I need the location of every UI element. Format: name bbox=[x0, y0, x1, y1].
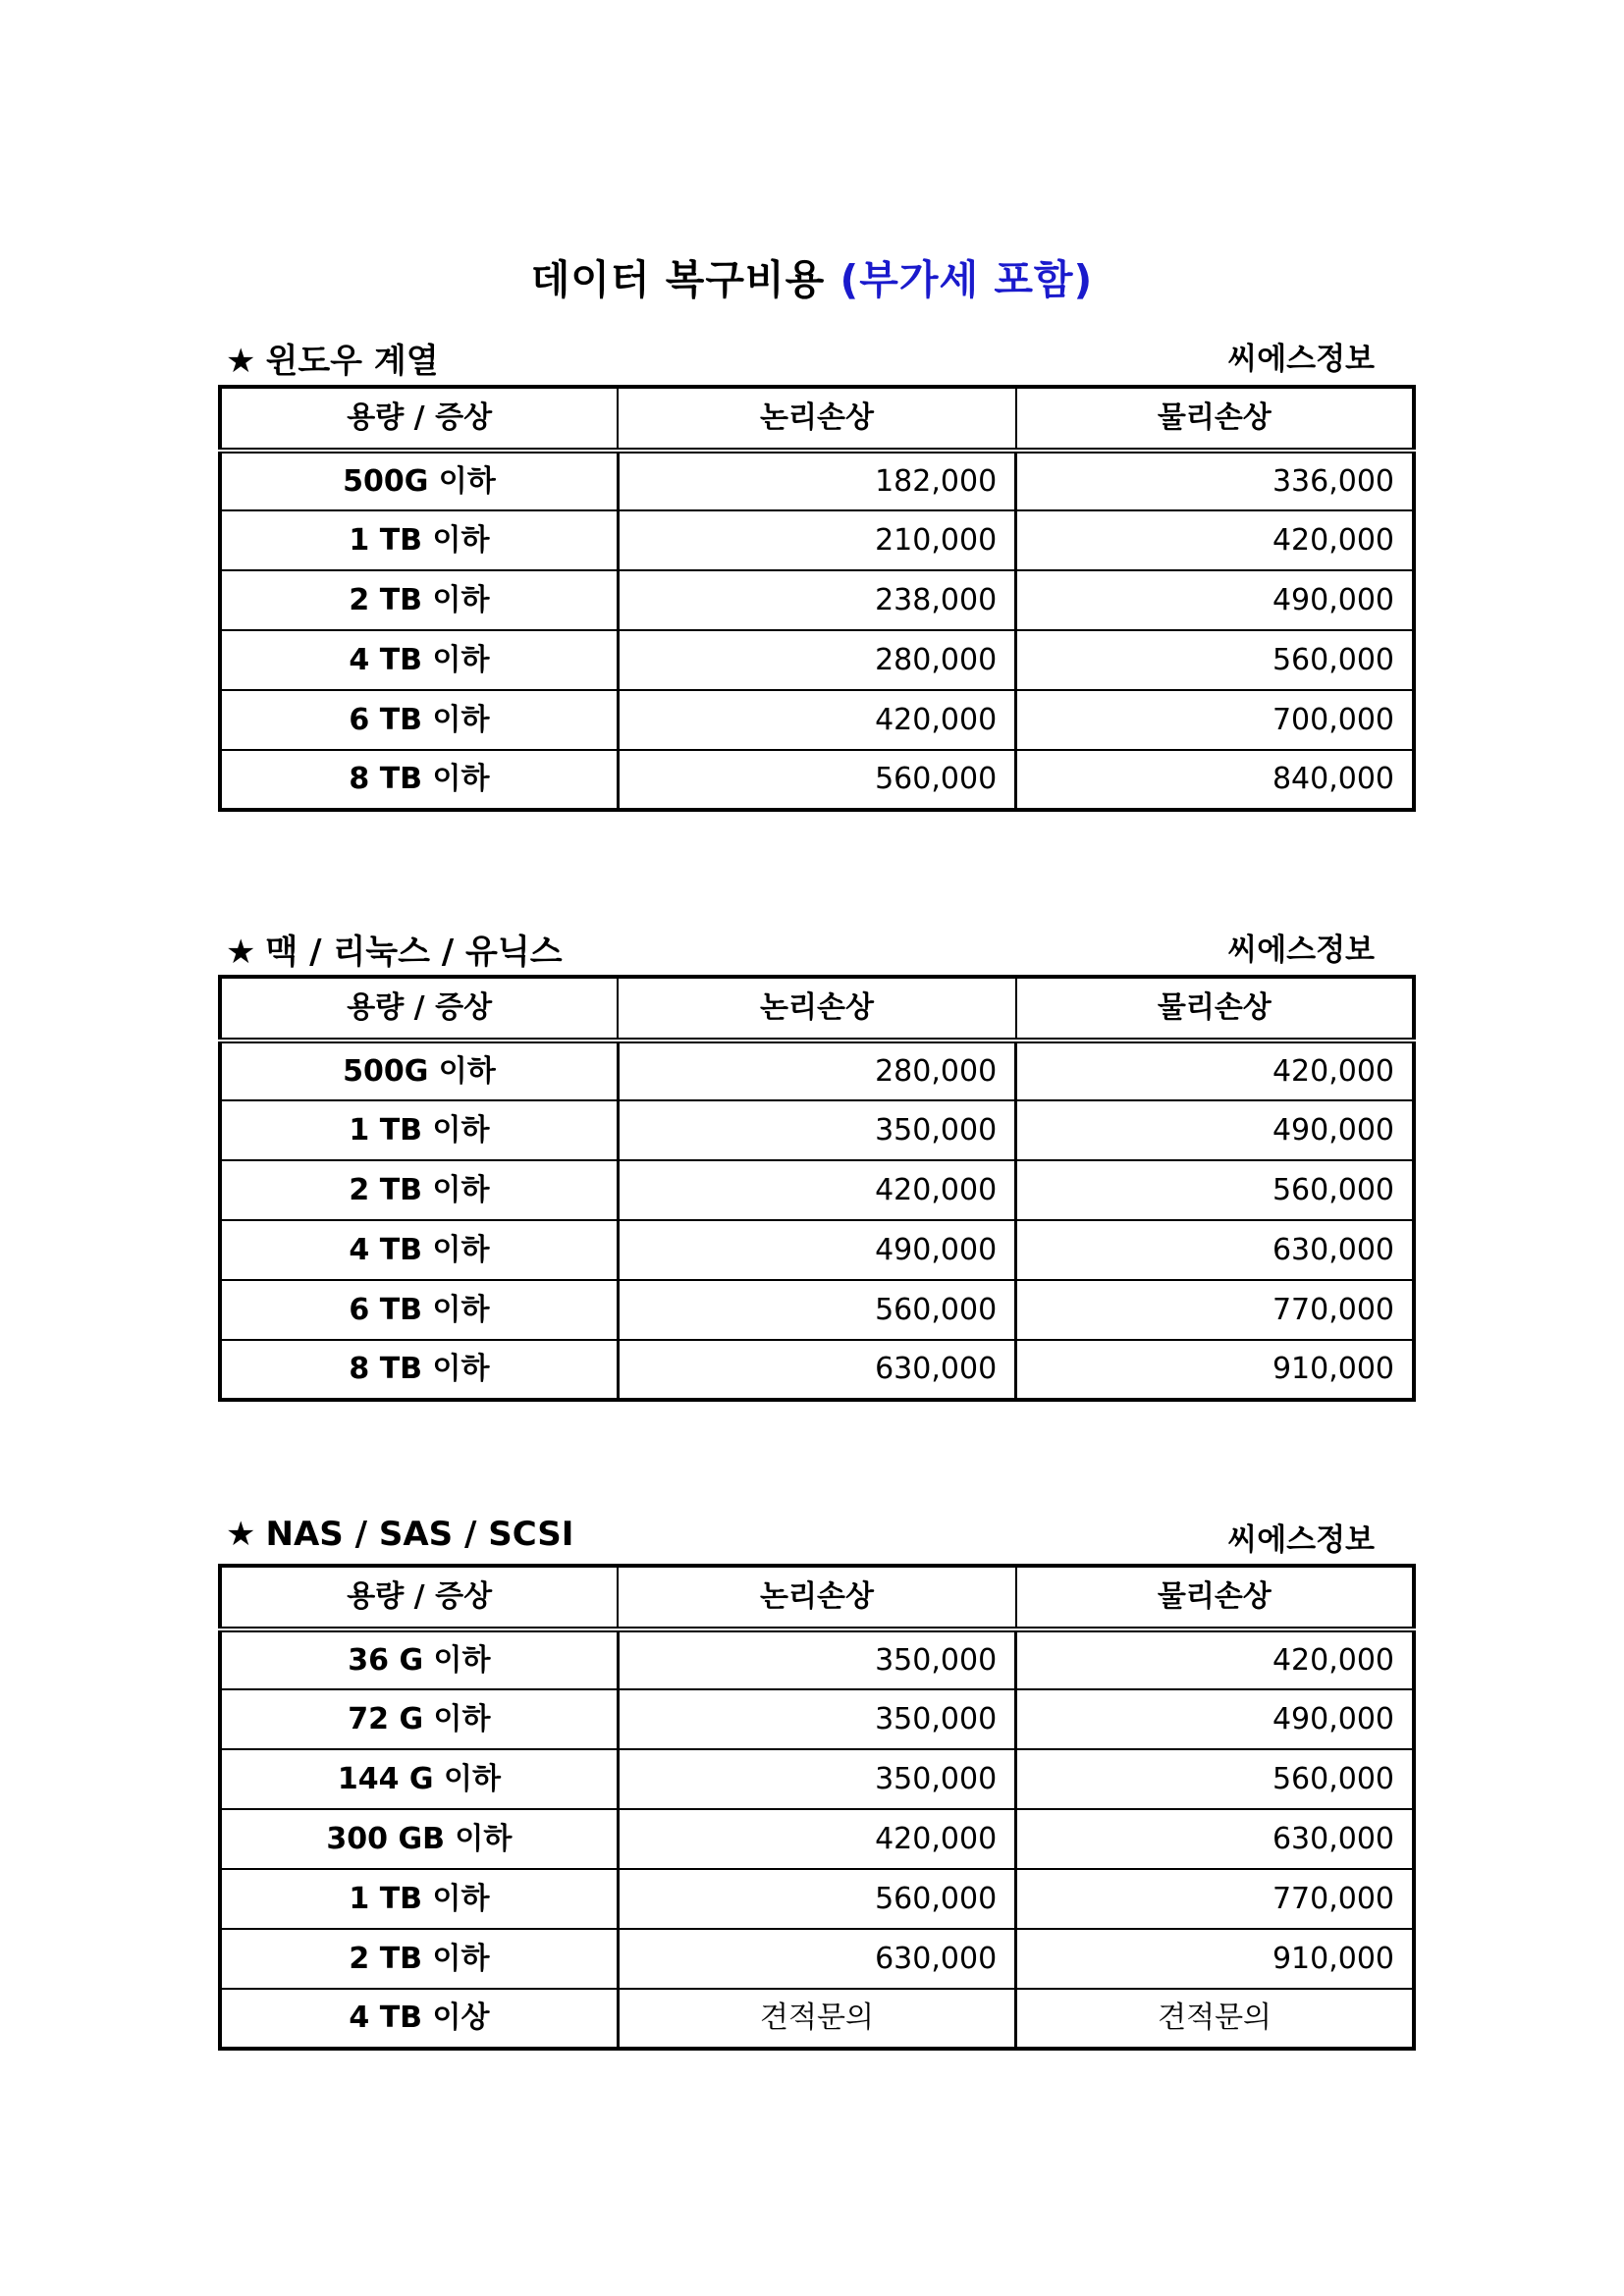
physical-price-cell: 630,000 bbox=[1016, 1809, 1414, 1869]
capacity-cell: 4 TB 이하 bbox=[220, 630, 618, 690]
table-header-row bbox=[220, 387, 1414, 451]
table-row bbox=[220, 1929, 1414, 1989]
table-row bbox=[220, 1629, 1414, 1689]
header-logical: 논리손상 bbox=[618, 1566, 1015, 1629]
logical-price-cell: 280,000 bbox=[618, 1041, 1015, 1100]
table-row bbox=[220, 1749, 1414, 1809]
table-row bbox=[220, 630, 1414, 690]
price-table-nas-sas-scsi bbox=[218, 1564, 1416, 2051]
capacity-cell: 4 TB 이상 bbox=[220, 1989, 618, 2049]
company-name: 씨에스정보 bbox=[1227, 342, 1375, 377]
capacity-cell: 8 TB 이하 bbox=[220, 750, 618, 810]
logical-price-cell: 238,000 bbox=[618, 570, 1015, 630]
header-physical: 물리손상 bbox=[1016, 1566, 1414, 1629]
table-row bbox=[220, 1160, 1414, 1220]
logical-price-cell: 560,000 bbox=[618, 1280, 1015, 1340]
physical-price-cell: 560,000 bbox=[1016, 1160, 1414, 1220]
table-header-row bbox=[220, 1566, 1414, 1629]
table-row bbox=[220, 1340, 1414, 1400]
table-row bbox=[220, 690, 1414, 750]
logical-price-cell: 420,000 bbox=[618, 690, 1015, 750]
page-title-vat-note: (부가세 포함) bbox=[839, 256, 1094, 303]
physical-price-cell: 910,000 bbox=[1016, 1929, 1414, 1989]
header-logical: 논리손상 bbox=[618, 387, 1015, 451]
table-row bbox=[220, 510, 1414, 570]
price-table-windows bbox=[218, 385, 1416, 812]
table-row bbox=[220, 1689, 1414, 1749]
header-capacity: 용량 / 증상 bbox=[220, 977, 618, 1041]
capacity-cell: 1 TB 이하 bbox=[220, 510, 618, 570]
section-title-text: 윈도우 계열 bbox=[265, 342, 439, 381]
logical-price-cell: 182,000 bbox=[618, 451, 1015, 510]
table-row bbox=[220, 1280, 1414, 1340]
table-row bbox=[220, 1041, 1414, 1100]
section-header-mac-linux-unix bbox=[226, 925, 1375, 972]
logical-price-cell: 560,000 bbox=[618, 1869, 1015, 1929]
physical-price-cell: 840,000 bbox=[1016, 750, 1414, 810]
company-name: 씨에스정보 bbox=[1227, 933, 1375, 968]
physical-quote-cell: 견적문의 bbox=[1016, 1989, 1414, 2049]
section-header-nas-sas-scsi bbox=[226, 1515, 1375, 1558]
physical-price-cell: 420,000 bbox=[1016, 1041, 1414, 1100]
table-row bbox=[220, 1809, 1414, 1869]
physical-price-cell: 700,000 bbox=[1016, 690, 1414, 750]
capacity-cell: 72 G 이하 bbox=[220, 1689, 618, 1749]
capacity-cell: 1 TB 이하 bbox=[220, 1869, 618, 1929]
table-row bbox=[220, 1989, 1414, 2049]
star-icon: ★ bbox=[226, 342, 256, 381]
section-title bbox=[226, 1515, 573, 1554]
table-row bbox=[220, 750, 1414, 810]
table-row bbox=[220, 1869, 1414, 1929]
logical-price-cell: 420,000 bbox=[618, 1160, 1015, 1220]
physical-price-cell: 910,000 bbox=[1016, 1340, 1414, 1400]
page-title-main: 데이터 복구비용 bbox=[530, 256, 826, 303]
table-row bbox=[220, 451, 1414, 510]
logical-price-cell: 420,000 bbox=[618, 1809, 1015, 1869]
header-capacity: 용량 / 증상 bbox=[220, 387, 618, 451]
table-row bbox=[220, 1100, 1414, 1160]
capacity-cell: 6 TB 이하 bbox=[220, 1280, 618, 1340]
page-title bbox=[0, 247, 1624, 305]
physical-price-cell: 420,000 bbox=[1016, 1629, 1414, 1689]
physical-price-cell: 490,000 bbox=[1016, 570, 1414, 630]
section-title bbox=[226, 925, 563, 973]
section-header-windows bbox=[226, 334, 1375, 381]
section-title bbox=[226, 334, 439, 382]
table-row bbox=[220, 570, 1414, 630]
physical-price-cell: 770,000 bbox=[1016, 1280, 1414, 1340]
company-name: 씨에스정보 bbox=[1227, 1522, 1375, 1558]
capacity-cell: 36 G 이하 bbox=[220, 1629, 618, 1689]
logical-price-cell: 350,000 bbox=[618, 1629, 1015, 1689]
capacity-cell: 2 TB 이하 bbox=[220, 1160, 618, 1220]
logical-price-cell: 210,000 bbox=[618, 510, 1015, 570]
capacity-cell: 2 TB 이하 bbox=[220, 1929, 618, 1989]
capacity-cell: 1 TB 이하 bbox=[220, 1100, 618, 1160]
logical-price-cell: 630,000 bbox=[618, 1340, 1015, 1400]
physical-price-cell: 490,000 bbox=[1016, 1100, 1414, 1160]
header-physical: 물리손상 bbox=[1016, 387, 1414, 451]
logical-price-cell: 560,000 bbox=[618, 750, 1015, 810]
header-logical: 논리손상 bbox=[618, 977, 1015, 1041]
table-header-row bbox=[220, 977, 1414, 1041]
logical-price-cell: 350,000 bbox=[618, 1689, 1015, 1749]
physical-price-cell: 630,000 bbox=[1016, 1220, 1414, 1280]
physical-price-cell: 490,000 bbox=[1016, 1689, 1414, 1749]
price-table-mac-linux-unix bbox=[218, 975, 1416, 1402]
capacity-cell: 500G 이하 bbox=[220, 1041, 618, 1100]
table-row bbox=[220, 1220, 1414, 1280]
physical-price-cell: 420,000 bbox=[1016, 510, 1414, 570]
section-title-text: NAS / SAS / SCSI bbox=[265, 1515, 574, 1554]
star-icon: ★ bbox=[226, 1515, 256, 1554]
capacity-cell: 8 TB 이하 bbox=[220, 1340, 618, 1400]
capacity-cell: 144 G 이하 bbox=[220, 1749, 618, 1809]
logical-price-cell: 630,000 bbox=[618, 1929, 1015, 1989]
physical-price-cell: 336,000 bbox=[1016, 451, 1414, 510]
physical-price-cell: 770,000 bbox=[1016, 1869, 1414, 1929]
capacity-cell: 4 TB 이하 bbox=[220, 1220, 618, 1280]
logical-price-cell: 350,000 bbox=[618, 1100, 1015, 1160]
header-capacity: 용량 / 증상 bbox=[220, 1566, 618, 1629]
capacity-cell: 300 GB 이하 bbox=[220, 1809, 618, 1869]
physical-price-cell: 560,000 bbox=[1016, 1749, 1414, 1809]
capacity-cell: 6 TB 이하 bbox=[220, 690, 618, 750]
star-icon: ★ bbox=[226, 933, 256, 972]
section-title-text: 맥 / 리눅스 / 유닉스 bbox=[265, 933, 563, 972]
logical-price-cell: 490,000 bbox=[618, 1220, 1015, 1280]
capacity-cell: 500G 이하 bbox=[220, 451, 618, 510]
capacity-cell: 2 TB 이하 bbox=[220, 570, 618, 630]
header-physical: 물리손상 bbox=[1016, 977, 1414, 1041]
physical-price-cell: 560,000 bbox=[1016, 630, 1414, 690]
logical-price-cell: 350,000 bbox=[618, 1749, 1015, 1809]
logical-quote-cell: 견적문의 bbox=[618, 1989, 1015, 2049]
logical-price-cell: 280,000 bbox=[618, 630, 1015, 690]
